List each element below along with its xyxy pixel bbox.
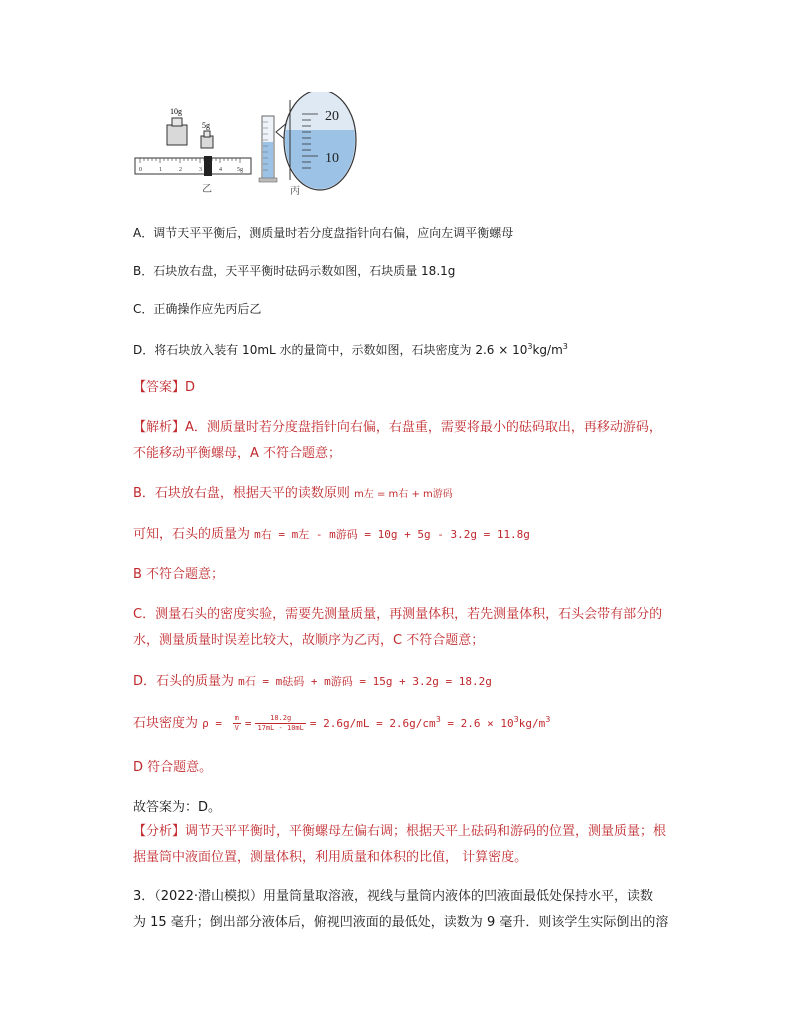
analysis-b1-text: B．石块放右盘，根据天平的读数原则 [133,486,355,501]
scale-label-3: 3 [199,167,202,173]
cylinder-mark-20: 20 [325,109,339,124]
label-yi: 乙 [202,184,212,195]
analysis-a-line1 [133,418,662,438]
label-bing: 丙 [290,186,300,197]
scale-label-5: 5g [237,167,243,173]
weight-5g-label: 5g [202,121,210,130]
summary-line1 [133,822,666,842]
analysis-d2-rho: ρ = [202,717,229,730]
scale-label-2: 2 [179,167,182,173]
option-a: A．调节天平平衡后，测质量时若分度盘指针向右偏，应向左调平衡螺母 [133,226,514,240]
analysis-d2-text: 石块密度为 [133,716,203,731]
fraction-density [255,714,305,733]
option-c: C．正确操作应先丙后乙 [133,302,262,316]
analysis-d2-rest2: = 2.6 × 10 [440,717,514,730]
balance-scale [135,156,251,176]
summary-l1: 调节天平平衡时，平衡螺母左偏右调；根据天平上砝码和游码的位置，测量质量；根 [185,824,667,839]
option-d-text: D．将石块放入装有 10mL 水的量筒中，示数如图，石块密度为 2.6 × 10 [133,343,528,357]
graduated-cylinder [259,116,288,182]
experiment-figure [130,92,370,202]
analysis-d2-rest: = 2.6g/mL = 2.6g/cm [309,717,436,730]
analysis-c-line2: 水，测量质量时误差比较大，故顺序为乙丙，C 不符合题意； [133,633,485,648]
analysis-b2-text: 可知，石头的质量为 [133,527,255,542]
analysis-tag: 【解析】 [133,420,186,435]
weight-5g [201,131,213,148]
cylinder-zoom-view [280,92,360,200]
scale-label-0: 0 [139,167,142,173]
fraction-density-den: 17mL - 10mL [257,724,304,732]
weight-10g [167,118,187,145]
analysis-d-line2 [133,710,550,734]
analysis-d2-exp3: 3 [545,715,551,724]
analysis-d2-eq: = [244,717,252,730]
analysis-d-line1 [133,672,492,692]
answer-tag: 【答案】 [133,380,186,395]
cylinder-mark-10: 10 [325,151,339,166]
answer-line [133,378,195,398]
question3-line1: 3．（2022·潜山模拟）用量筒量取溶液，视线与量筒内液体的凹液面最低处保持水平，读数 [133,889,653,904]
conclusion: 故答案为：D。 [133,800,222,815]
fraction-m-over-v-num: m [234,714,239,722]
analysis-c-line1: C．测量石头的密度实验，需要先测量质量，再测量体积，若先测量体积，石头会带有部分的 [133,607,663,622]
scale-label-1: 1 [159,167,162,173]
option-d-unit: kg/m [532,343,563,357]
question3-line2: 为 15 毫升；倒出部分液体后，俯视凹液面的最低处，读数为 9 毫升．则该学生实际倒出的溶 [133,915,669,930]
analysis-d1-formula: m石 = m砝码 + m游码 = 15g + 3.2g = 18.2g [238,675,492,688]
scale-label-4: 4 [219,167,222,173]
analysis-b-line1 [133,484,453,505]
analysis-d1-text: D．石头的质量为 [133,674,239,689]
analysis-b-line2 [133,525,530,545]
analysis-b2-formula: m右 = m左 - m游码 = 10g + 5g - 3.2g = 11.8g [254,528,530,541]
analysis-b1-formula: m左 = m右 + m游码 [354,489,453,500]
option-d [133,337,568,360]
fraction-m-over-v [233,714,241,733]
analysis-a1: A．测质量时若分度盘指针向右偏，右盘重，需要将最小的砝码取出，再移动游码， [185,420,662,435]
fraction-density-num: 18.2g [255,714,305,724]
rider [204,156,212,176]
fraction-m-over-v-den: V [234,724,239,732]
analysis-d2-unit: kg/m [518,717,546,730]
analysis-b-line3: B 不符合题意； [133,567,225,582]
answer-value: D [185,380,196,395]
summary-tag: 【分析】 [133,824,186,839]
analysis-d2-exp2: 3 [513,715,519,724]
option-d-exp: 3 [527,342,533,351]
option-d-unit-exp: 3 [562,342,568,351]
analysis-a-line2: 不能移动平衡螺母，A 不符合题意； [133,446,342,461]
weight-10g-label: 10g [170,107,182,116]
analysis-d2-exp1: 3 [435,715,441,724]
option-b: B．石块放右盘，天平平衡时砝码示数如图，石块质量 18.1g [133,264,456,278]
summary-line2: 据量筒中液面位置，测量体积，利用质量和体积的比值， 计算密度。 [133,850,528,865]
analysis-d-line3: D 符合题意。 [133,760,213,775]
